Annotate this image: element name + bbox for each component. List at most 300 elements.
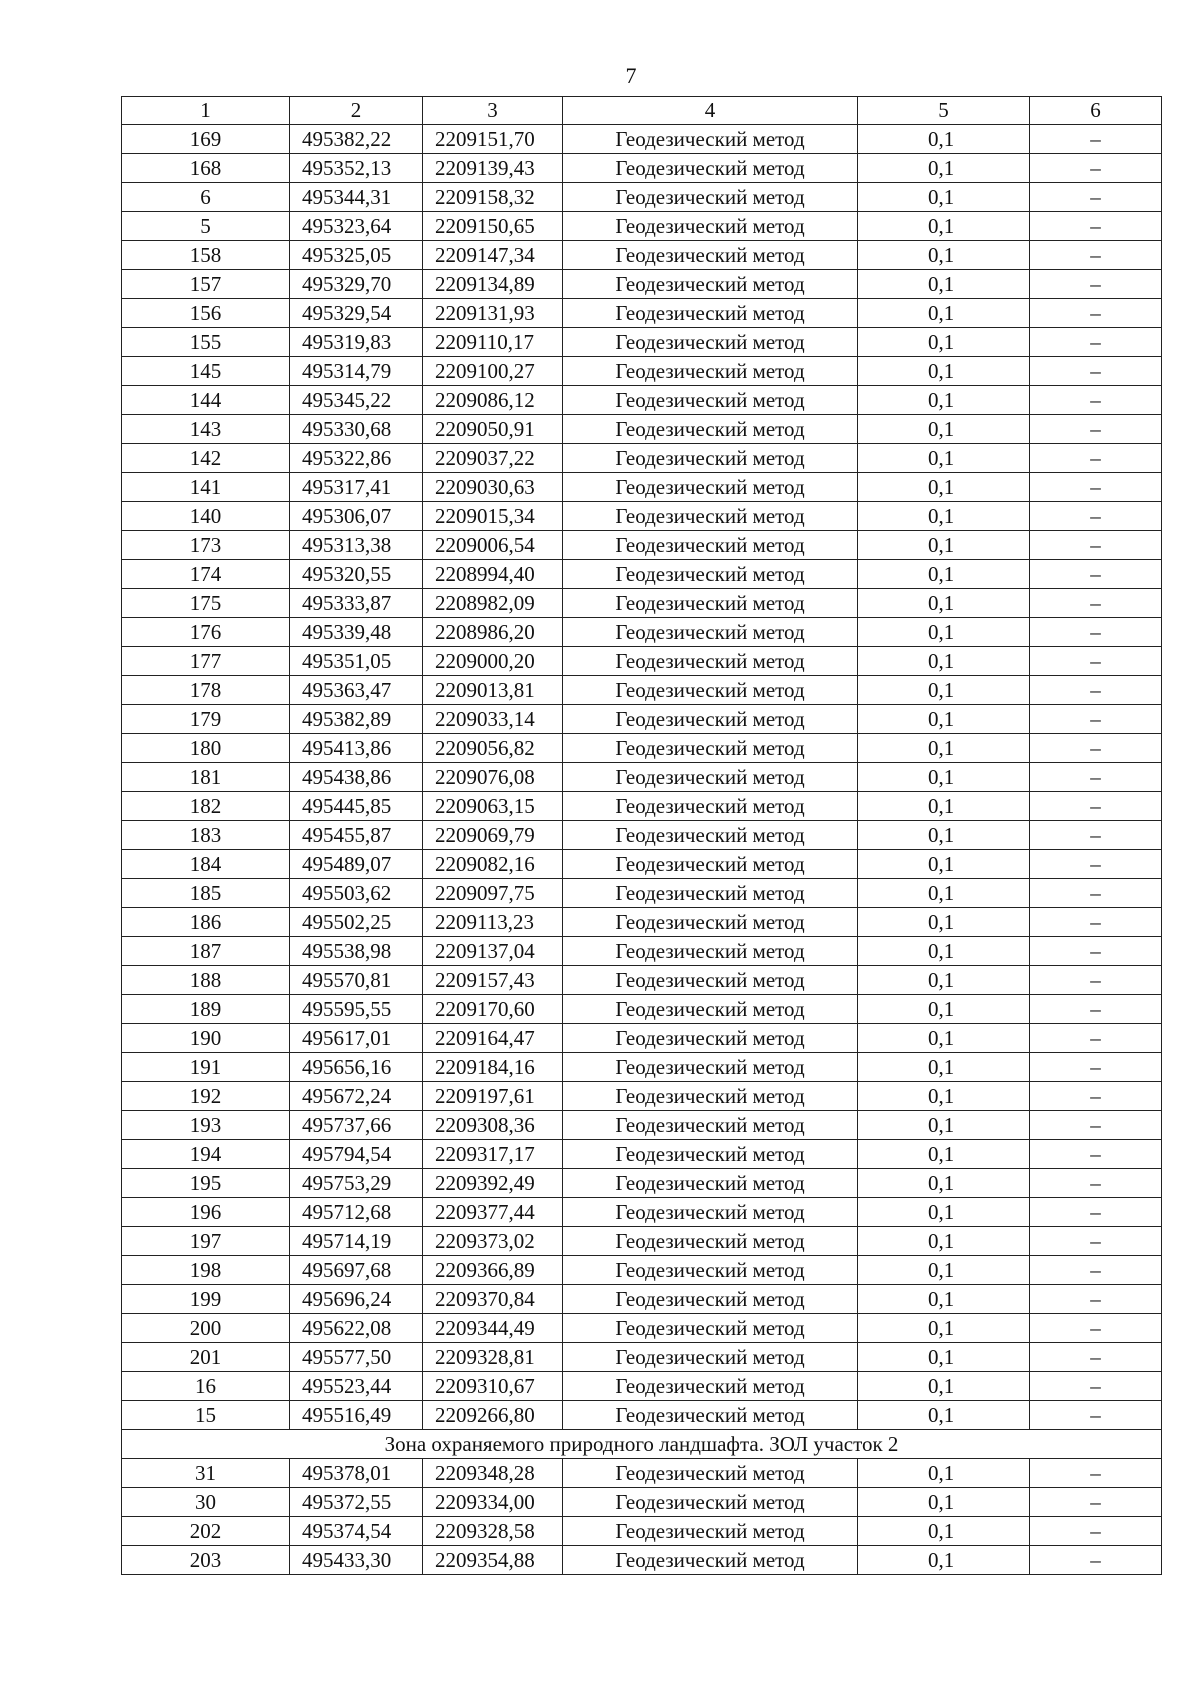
- y-coordinate-cell: 2209158,32: [423, 183, 563, 212]
- accuracy-cell: 0,1: [858, 763, 1030, 792]
- accuracy-cell: 0,1: [858, 1343, 1030, 1372]
- method-cell: Геодезический метод: [563, 473, 858, 502]
- y-coordinate-cell: 2208982,09: [423, 589, 563, 618]
- x-coordinate-cell: 495363,47: [290, 676, 423, 705]
- method-cell: Геодезический метод: [563, 821, 858, 850]
- y-coordinate-cell: 2209334,00: [423, 1488, 563, 1517]
- table-row: [122, 1488, 1162, 1517]
- accuracy-cell: 0,1: [858, 676, 1030, 705]
- note-cell: –: [1030, 502, 1162, 531]
- point-number-cell: 15: [122, 1401, 290, 1430]
- x-coordinate-cell: 495523,44: [290, 1372, 423, 1401]
- point-number-cell: 169: [122, 125, 290, 154]
- note-cell: –: [1030, 937, 1162, 966]
- method-cell: Геодезический метод: [563, 328, 858, 357]
- y-coordinate-cell: 2209030,63: [423, 473, 563, 502]
- accuracy-cell: 0,1: [858, 908, 1030, 937]
- accuracy-cell: 0,1: [858, 299, 1030, 328]
- column-header: 4: [563, 97, 858, 125]
- y-coordinate-cell: 2209076,08: [423, 763, 563, 792]
- method-cell: Геодезический метод: [563, 560, 858, 589]
- table-row: [122, 966, 1162, 995]
- accuracy-cell: 0,1: [858, 792, 1030, 821]
- y-coordinate-cell: 2209033,14: [423, 705, 563, 734]
- x-coordinate-cell: 495330,68: [290, 415, 423, 444]
- table-row: [122, 1082, 1162, 1111]
- accuracy-cell: 0,1: [858, 357, 1030, 386]
- note-cell: –: [1030, 1488, 1162, 1517]
- y-coordinate-cell: 2209037,22: [423, 444, 563, 473]
- column-header: 2: [290, 97, 423, 125]
- x-coordinate-cell: 495313,38: [290, 531, 423, 560]
- table-row: [122, 850, 1162, 879]
- accuracy-cell: 0,1: [858, 560, 1030, 589]
- column-header: 5: [858, 97, 1030, 125]
- note-cell: –: [1030, 560, 1162, 589]
- table-row: [122, 125, 1162, 154]
- method-cell: Геодезический метод: [563, 1082, 858, 1111]
- point-number-cell: 16: [122, 1372, 290, 1401]
- accuracy-cell: 0,1: [858, 1517, 1030, 1546]
- table-row: [122, 995, 1162, 1024]
- accuracy-cell: 0,1: [858, 1285, 1030, 1314]
- column-header: 6: [1030, 97, 1162, 125]
- accuracy-cell: 0,1: [858, 937, 1030, 966]
- table-header-row: [122, 97, 1162, 125]
- table-row: [122, 241, 1162, 270]
- table-row: [122, 560, 1162, 589]
- note-cell: –: [1030, 183, 1162, 212]
- x-coordinate-cell: 495314,79: [290, 357, 423, 386]
- accuracy-cell: 0,1: [858, 1082, 1030, 1111]
- note-cell: –: [1030, 908, 1162, 937]
- y-coordinate-cell: 2209131,93: [423, 299, 563, 328]
- y-coordinate-cell: 2209266,80: [423, 1401, 563, 1430]
- point-number-cell: 199: [122, 1285, 290, 1314]
- accuracy-cell: 0,1: [858, 328, 1030, 357]
- point-number-cell: 200: [122, 1314, 290, 1343]
- note-cell: –: [1030, 879, 1162, 908]
- table-row: [122, 1401, 1162, 1430]
- x-coordinate-cell: 495374,54: [290, 1517, 423, 1546]
- accuracy-cell: 0,1: [858, 125, 1030, 154]
- point-number-cell: 203: [122, 1546, 290, 1575]
- method-cell: Геодезический метод: [563, 502, 858, 531]
- y-coordinate-cell: 2209184,16: [423, 1053, 563, 1082]
- note-cell: –: [1030, 1082, 1162, 1111]
- point-number-cell: 194: [122, 1140, 290, 1169]
- accuracy-cell: 0,1: [858, 821, 1030, 850]
- accuracy-cell: 0,1: [858, 589, 1030, 618]
- x-coordinate-cell: 495438,86: [290, 763, 423, 792]
- method-cell: Геодезический метод: [563, 1198, 858, 1227]
- note-cell: –: [1030, 1343, 1162, 1372]
- y-coordinate-cell: 2209110,17: [423, 328, 563, 357]
- accuracy-cell: 0,1: [858, 1256, 1030, 1285]
- table-row: [122, 792, 1162, 821]
- x-coordinate-cell: 495794,54: [290, 1140, 423, 1169]
- accuracy-cell: 0,1: [858, 531, 1030, 560]
- x-coordinate-cell: 495753,29: [290, 1169, 423, 1198]
- method-cell: Геодезический метод: [563, 386, 858, 415]
- method-cell: Геодезический метод: [563, 1488, 858, 1517]
- method-cell: Геодезический метод: [563, 908, 858, 937]
- accuracy-cell: 0,1: [858, 444, 1030, 473]
- x-coordinate-cell: 495382,89: [290, 705, 423, 734]
- point-number-cell: 193: [122, 1111, 290, 1140]
- table-row: [122, 444, 1162, 473]
- point-number-cell: 157: [122, 270, 290, 299]
- table-body: [122, 97, 1162, 1575]
- table-row: [122, 154, 1162, 183]
- y-coordinate-cell: 2209308,36: [423, 1111, 563, 1140]
- x-coordinate-cell: 495413,86: [290, 734, 423, 763]
- accuracy-cell: 0,1: [858, 1372, 1030, 1401]
- x-coordinate-cell: 495737,66: [290, 1111, 423, 1140]
- accuracy-cell: 0,1: [858, 1198, 1030, 1227]
- table-row: [122, 1285, 1162, 1314]
- accuracy-cell: 0,1: [858, 995, 1030, 1024]
- method-cell: Геодезический метод: [563, 299, 858, 328]
- x-coordinate-cell: 495322,86: [290, 444, 423, 473]
- note-cell: –: [1030, 125, 1162, 154]
- y-coordinate-cell: 2209170,60: [423, 995, 563, 1024]
- table-row: [122, 415, 1162, 444]
- table-row: [122, 1024, 1162, 1053]
- y-coordinate-cell: 2209006,54: [423, 531, 563, 560]
- point-number-cell: 184: [122, 850, 290, 879]
- note-cell: –: [1030, 1546, 1162, 1575]
- y-coordinate-cell: 2209328,81: [423, 1343, 563, 1372]
- x-coordinate-cell: 495317,41: [290, 473, 423, 502]
- note-cell: –: [1030, 1517, 1162, 1546]
- x-coordinate-cell: 495323,64: [290, 212, 423, 241]
- note-cell: –: [1030, 1256, 1162, 1285]
- y-coordinate-cell: 2209050,91: [423, 415, 563, 444]
- x-coordinate-cell: 495489,07: [290, 850, 423, 879]
- x-coordinate-cell: 495445,85: [290, 792, 423, 821]
- section-row: [122, 1430, 1162, 1459]
- x-coordinate-cell: 495617,01: [290, 1024, 423, 1053]
- y-coordinate-cell: 2209328,58: [423, 1517, 563, 1546]
- accuracy-cell: 0,1: [858, 647, 1030, 676]
- point-number-cell: 31: [122, 1459, 290, 1488]
- method-cell: Геодезический метод: [563, 183, 858, 212]
- table-row: [122, 473, 1162, 502]
- method-cell: Геодезический метод: [563, 1459, 858, 1488]
- note-cell: –: [1030, 444, 1162, 473]
- x-coordinate-cell: 495656,16: [290, 1053, 423, 1082]
- x-coordinate-cell: 495595,55: [290, 995, 423, 1024]
- note-cell: –: [1030, 734, 1162, 763]
- note-cell: –: [1030, 1024, 1162, 1053]
- method-cell: Геодезический метод: [563, 1343, 858, 1372]
- table-row: [122, 1198, 1162, 1227]
- method-cell: Геодезический метод: [563, 618, 858, 647]
- x-coordinate-cell: 495333,87: [290, 589, 423, 618]
- y-coordinate-cell: 2209151,70: [423, 125, 563, 154]
- x-coordinate-cell: 495319,83: [290, 328, 423, 357]
- accuracy-cell: 0,1: [858, 879, 1030, 908]
- table-row: [122, 647, 1162, 676]
- note-cell: –: [1030, 1169, 1162, 1198]
- accuracy-cell: 0,1: [858, 1053, 1030, 1082]
- y-coordinate-cell: 2208986,20: [423, 618, 563, 647]
- y-coordinate-cell: 2209013,81: [423, 676, 563, 705]
- note-cell: –: [1030, 1314, 1162, 1343]
- note-cell: –: [1030, 415, 1162, 444]
- method-cell: Геодезический метод: [563, 241, 858, 270]
- accuracy-cell: 0,1: [858, 1227, 1030, 1256]
- point-number-cell: 158: [122, 241, 290, 270]
- method-cell: Геодезический метод: [563, 879, 858, 908]
- x-coordinate-cell: 495714,19: [290, 1227, 423, 1256]
- accuracy-cell: 0,1: [858, 212, 1030, 241]
- x-coordinate-cell: 495339,48: [290, 618, 423, 647]
- note-cell: –: [1030, 1372, 1162, 1401]
- x-coordinate-cell: 495320,55: [290, 560, 423, 589]
- accuracy-cell: 0,1: [858, 473, 1030, 502]
- method-cell: Геодезический метод: [563, 1053, 858, 1082]
- accuracy-cell: 0,1: [858, 734, 1030, 763]
- point-number-cell: 6: [122, 183, 290, 212]
- x-coordinate-cell: 495696,24: [290, 1285, 423, 1314]
- method-cell: Геодезический метод: [563, 792, 858, 821]
- x-coordinate-cell: 495344,31: [290, 183, 423, 212]
- method-cell: Геодезический метод: [563, 1169, 858, 1198]
- point-number-cell: 186: [122, 908, 290, 937]
- method-cell: Геодезический метод: [563, 1024, 858, 1053]
- table-row: [122, 705, 1162, 734]
- y-coordinate-cell: 2209100,27: [423, 357, 563, 386]
- point-number-cell: 140: [122, 502, 290, 531]
- y-coordinate-cell: 2209097,75: [423, 879, 563, 908]
- note-cell: –: [1030, 270, 1162, 299]
- accuracy-cell: 0,1: [858, 1401, 1030, 1430]
- accuracy-cell: 0,1: [858, 1111, 1030, 1140]
- method-cell: Геодезический метод: [563, 125, 858, 154]
- point-number-cell: 198: [122, 1256, 290, 1285]
- y-coordinate-cell: 2209157,43: [423, 966, 563, 995]
- table-row: [122, 357, 1162, 386]
- point-number-cell: 190: [122, 1024, 290, 1053]
- y-coordinate-cell: 2209317,17: [423, 1140, 563, 1169]
- y-coordinate-cell: 2209366,89: [423, 1256, 563, 1285]
- x-coordinate-cell: 495329,70: [290, 270, 423, 299]
- table-row: [122, 1459, 1162, 1488]
- method-cell: Геодезический метод: [563, 415, 858, 444]
- y-coordinate-cell: 2209373,02: [423, 1227, 563, 1256]
- x-coordinate-cell: 495325,05: [290, 241, 423, 270]
- table-row: [122, 1517, 1162, 1546]
- x-coordinate-cell: 495516,49: [290, 1401, 423, 1430]
- x-coordinate-cell: 495570,81: [290, 966, 423, 995]
- method-cell: Геодезический метод: [563, 647, 858, 676]
- note-cell: –: [1030, 589, 1162, 618]
- table-row: [122, 1314, 1162, 1343]
- table-row: [122, 1256, 1162, 1285]
- table-row: [122, 821, 1162, 850]
- table-row: [122, 386, 1162, 415]
- note-cell: –: [1030, 1227, 1162, 1256]
- point-number-cell: 174: [122, 560, 290, 589]
- table-row: [122, 1372, 1162, 1401]
- note-cell: –: [1030, 299, 1162, 328]
- point-number-cell: 144: [122, 386, 290, 415]
- y-coordinate-cell: 2209082,16: [423, 850, 563, 879]
- x-coordinate-cell: 495382,22: [290, 125, 423, 154]
- method-cell: Геодезический метод: [563, 1111, 858, 1140]
- method-cell: Геодезический метод: [563, 763, 858, 792]
- x-coordinate-cell: 495372,55: [290, 1488, 423, 1517]
- x-coordinate-cell: 495538,98: [290, 937, 423, 966]
- point-number-cell: 192: [122, 1082, 290, 1111]
- table-row: [122, 1227, 1162, 1256]
- note-cell: –: [1030, 1140, 1162, 1169]
- note-cell: –: [1030, 328, 1162, 357]
- accuracy-cell: 0,1: [858, 502, 1030, 531]
- accuracy-cell: 0,1: [858, 183, 1030, 212]
- note-cell: –: [1030, 154, 1162, 183]
- point-number-cell: 197: [122, 1227, 290, 1256]
- y-coordinate-cell: 2209147,34: [423, 241, 563, 270]
- method-cell: Геодезический метод: [563, 1517, 858, 1546]
- method-cell: Геодезический метод: [563, 1285, 858, 1314]
- point-number-cell: 141: [122, 473, 290, 502]
- page-number: 7: [625, 63, 637, 88]
- table-row: [122, 937, 1162, 966]
- method-cell: Геодезический метод: [563, 154, 858, 183]
- note-cell: –: [1030, 618, 1162, 647]
- y-coordinate-cell: 2209056,82: [423, 734, 563, 763]
- note-cell: –: [1030, 1459, 1162, 1488]
- table-row: [122, 589, 1162, 618]
- note-cell: –: [1030, 966, 1162, 995]
- table-row: [122, 183, 1162, 212]
- note-cell: –: [1030, 676, 1162, 705]
- column-header: 1: [122, 97, 290, 125]
- point-number-cell: 178: [122, 676, 290, 705]
- method-cell: Геодезический метод: [563, 1227, 858, 1256]
- accuracy-cell: 0,1: [858, 1459, 1030, 1488]
- point-number-cell: 201: [122, 1343, 290, 1372]
- accuracy-cell: 0,1: [858, 1024, 1030, 1053]
- table-row: [122, 1053, 1162, 1082]
- method-cell: Геодезический метод: [563, 1401, 858, 1430]
- method-cell: Геодезический метод: [563, 966, 858, 995]
- y-coordinate-cell: 2209137,04: [423, 937, 563, 966]
- method-cell: Геодезический метод: [563, 212, 858, 241]
- section-title: Зона охраняемого природного ландшафта. ЗОЛ участок 2: [122, 1430, 1162, 1459]
- point-number-cell: 202: [122, 1517, 290, 1546]
- point-number-cell: 145: [122, 357, 290, 386]
- table-row: [122, 676, 1162, 705]
- point-number-cell: 175: [122, 589, 290, 618]
- x-coordinate-cell: 495433,30: [290, 1546, 423, 1575]
- point-number-cell: 179: [122, 705, 290, 734]
- table-row: [122, 908, 1162, 937]
- table-row: [122, 1343, 1162, 1372]
- method-cell: Геодезический метод: [563, 937, 858, 966]
- table-row: [122, 1111, 1162, 1140]
- y-coordinate-cell: 2209164,47: [423, 1024, 563, 1053]
- accuracy-cell: 0,1: [858, 241, 1030, 270]
- note-cell: –: [1030, 241, 1162, 270]
- note-cell: –: [1030, 1401, 1162, 1430]
- y-coordinate-cell: 2208994,40: [423, 560, 563, 589]
- point-number-cell: 143: [122, 415, 290, 444]
- method-cell: Геодезический метод: [563, 357, 858, 386]
- x-coordinate-cell: 495351,05: [290, 647, 423, 676]
- y-coordinate-cell: 2209377,44: [423, 1198, 563, 1227]
- note-cell: –: [1030, 357, 1162, 386]
- x-coordinate-cell: 495455,87: [290, 821, 423, 850]
- method-cell: Геодезический метод: [563, 676, 858, 705]
- accuracy-cell: 0,1: [858, 270, 1030, 299]
- accuracy-cell: 0,1: [858, 154, 1030, 183]
- table-row: [122, 299, 1162, 328]
- point-number-cell: 183: [122, 821, 290, 850]
- coordinates-table: [121, 96, 1162, 1575]
- method-cell: Геодезический метод: [563, 995, 858, 1024]
- point-number-cell: 196: [122, 1198, 290, 1227]
- y-coordinate-cell: 2209134,89: [423, 270, 563, 299]
- table-row: [122, 763, 1162, 792]
- accuracy-cell: 0,1: [858, 1546, 1030, 1575]
- method-cell: Геодезический метод: [563, 734, 858, 763]
- y-coordinate-cell: 2209197,61: [423, 1082, 563, 1111]
- table-row: [122, 502, 1162, 531]
- method-cell: Геодезический метод: [563, 1314, 858, 1343]
- y-coordinate-cell: 2209000,20: [423, 647, 563, 676]
- y-coordinate-cell: 2209370,84: [423, 1285, 563, 1314]
- x-coordinate-cell: 495502,25: [290, 908, 423, 937]
- point-number-cell: 156: [122, 299, 290, 328]
- point-number-cell: 191: [122, 1053, 290, 1082]
- accuracy-cell: 0,1: [858, 1314, 1030, 1343]
- accuracy-cell: 0,1: [858, 415, 1030, 444]
- point-number-cell: 177: [122, 647, 290, 676]
- method-cell: Геодезический метод: [563, 531, 858, 560]
- x-coordinate-cell: 495712,68: [290, 1198, 423, 1227]
- note-cell: –: [1030, 386, 1162, 415]
- note-cell: –: [1030, 647, 1162, 676]
- point-number-cell: 185: [122, 879, 290, 908]
- note-cell: –: [1030, 1053, 1162, 1082]
- table-row: [122, 879, 1162, 908]
- y-coordinate-cell: 2209150,65: [423, 212, 563, 241]
- x-coordinate-cell: 495306,07: [290, 502, 423, 531]
- point-number-cell: 187: [122, 937, 290, 966]
- point-number-cell: 181: [122, 763, 290, 792]
- method-cell: Геодезический метод: [563, 850, 858, 879]
- y-coordinate-cell: 2209069,79: [423, 821, 563, 850]
- table-row: [122, 1169, 1162, 1198]
- point-number-cell: 189: [122, 995, 290, 1024]
- x-coordinate-cell: 495352,13: [290, 154, 423, 183]
- note-cell: –: [1030, 763, 1162, 792]
- y-coordinate-cell: 2209392,49: [423, 1169, 563, 1198]
- y-coordinate-cell: 2209310,67: [423, 1372, 563, 1401]
- table-row: [122, 328, 1162, 357]
- point-number-cell: 180: [122, 734, 290, 763]
- table-row: [122, 531, 1162, 560]
- column-header: 3: [423, 97, 563, 125]
- point-number-cell: 5: [122, 212, 290, 241]
- point-number-cell: 30: [122, 1488, 290, 1517]
- table-row: [122, 734, 1162, 763]
- note-cell: –: [1030, 995, 1162, 1024]
